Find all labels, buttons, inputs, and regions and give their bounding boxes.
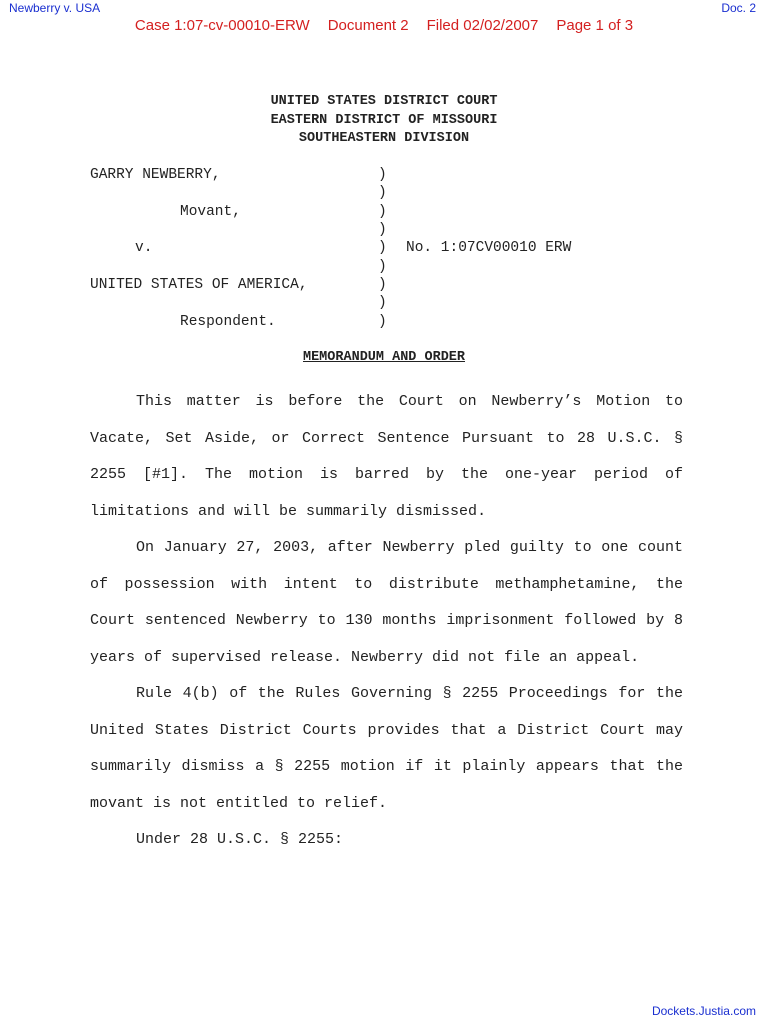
caption-bracket: ) — [378, 240, 387, 256]
caption-bracket: ) — [378, 204, 387, 220]
order-body — [90, 384, 683, 859]
stamp-filed-date: Filed 02/02/2007 — [426, 17, 539, 34]
caption-bracket: ) — [378, 259, 387, 275]
caption-bracket: ) — [378, 277, 387, 293]
caption-bracket: ) — [378, 314, 387, 330]
respondent-role: Respondent. — [180, 314, 276, 330]
doc-number-link[interactable]: Doc. 2 — [721, 1, 756, 15]
case-number: No. 1:07CV00010 ERW — [406, 240, 572, 256]
stamp-page: Page 1 of 3 — [556, 17, 634, 34]
paragraph: On January 27, 2003, after Newberry pled guilty to one count of possession with intent to distribute methamphetamine, the Court sentenced Newberry to 130 months imprisonment followed by 8 years of supervised release. Newberry did not file an appeal. — [90, 539, 683, 666]
movant-name: GARRY NEWBERRY, — [90, 167, 221, 183]
court-heading — [0, 93, 768, 149]
filing-stamp — [0, 17, 768, 34]
justia-source-link[interactable]: Dockets.Justia.com — [651, 1004, 756, 1018]
caption-bracket: ) — [378, 167, 387, 183]
court-division: SOUTHEASTERN DIVISION — [298, 131, 470, 146]
paragraph: Under 28 U.S.C. § 2255: — [136, 831, 344, 848]
court-district: EASTERN DISTRICT OF MISSOURI — [270, 112, 498, 128]
paragraph: Rule 4(b) of the Rules Governing § 2255 Proceedings for the United States District Courts provides that a District Court may summarily dismiss a § 2255 motion if it plainly appears that the movant is not entitled to relief. — [90, 685, 683, 812]
versus-label: v. — [135, 240, 153, 256]
paragraph: This matter is before the Court on Newberry’s Motion to Vacate, Set Aside, or Correct Sentence Pursuant to 28 U.S.C. § 2255 [#1]. The motion is barred by the one-year period of limitations and will be summarily dismissed. — [90, 393, 683, 520]
movant-role: Movant, — [180, 204, 241, 220]
respondent-name: UNITED STATES OF AMERICA, — [90, 277, 308, 293]
court-name: UNITED STATES DISTRICT COURT — [270, 94, 498, 109]
caption-bracket: ) — [378, 295, 387, 311]
memo-title: MEMORANDUM AND ORDER — [302, 350, 466, 365]
stamp-case-number: Case 1:07-cv-00010-ERW — [134, 17, 310, 34]
stamp-document: Document 2 — [327, 17, 409, 34]
case-title-link[interactable]: Newberry v. USA — [9, 1, 101, 15]
caption-bracket: ) — [378, 185, 387, 201]
caption-bracket: ) — [378, 222, 387, 238]
